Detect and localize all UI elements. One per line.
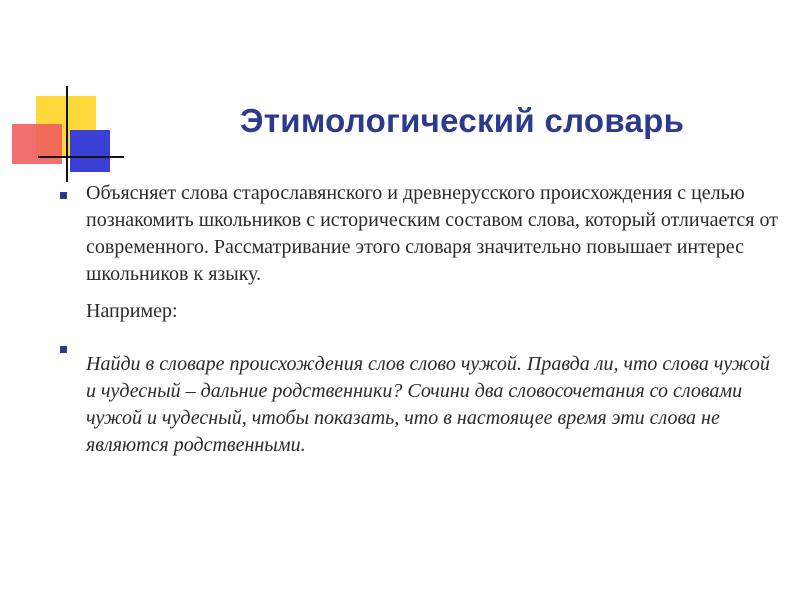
slide-content [58,180,778,459]
description-text: Объясняет слова старославянского и древнерусского происхождения с целью познакомить школьников с историческим составом слова, который отличается от современного. Рассматривание этого словаря значительно повышает интерес школьников к языку. [86,182,778,285]
square-bullet-icon [60,346,67,353]
logo-horizontal-line [38,156,124,158]
bullet-item-description [58,180,778,325]
square-bullet-icon [60,192,67,199]
task-text: Найди в словаре происхождения слов слово чужой. Правда ли, что слова чужой и чудесный – дальние родственники? Сочини два словосочетания со словами чужой и чудесный, чтобы показать, что в настоящее время эти слова не являются родственными. [86,353,770,456]
example-label: Например: [86,300,178,322]
decorative-squares-logo-icon [0,0,130,190]
logo-red-square [12,124,62,164]
logo-blue-square [70,130,110,172]
logo-vertical-line [66,86,68,182]
slide-title: Этимологический словарь [240,102,685,139]
bullet-item-task [58,337,778,459]
